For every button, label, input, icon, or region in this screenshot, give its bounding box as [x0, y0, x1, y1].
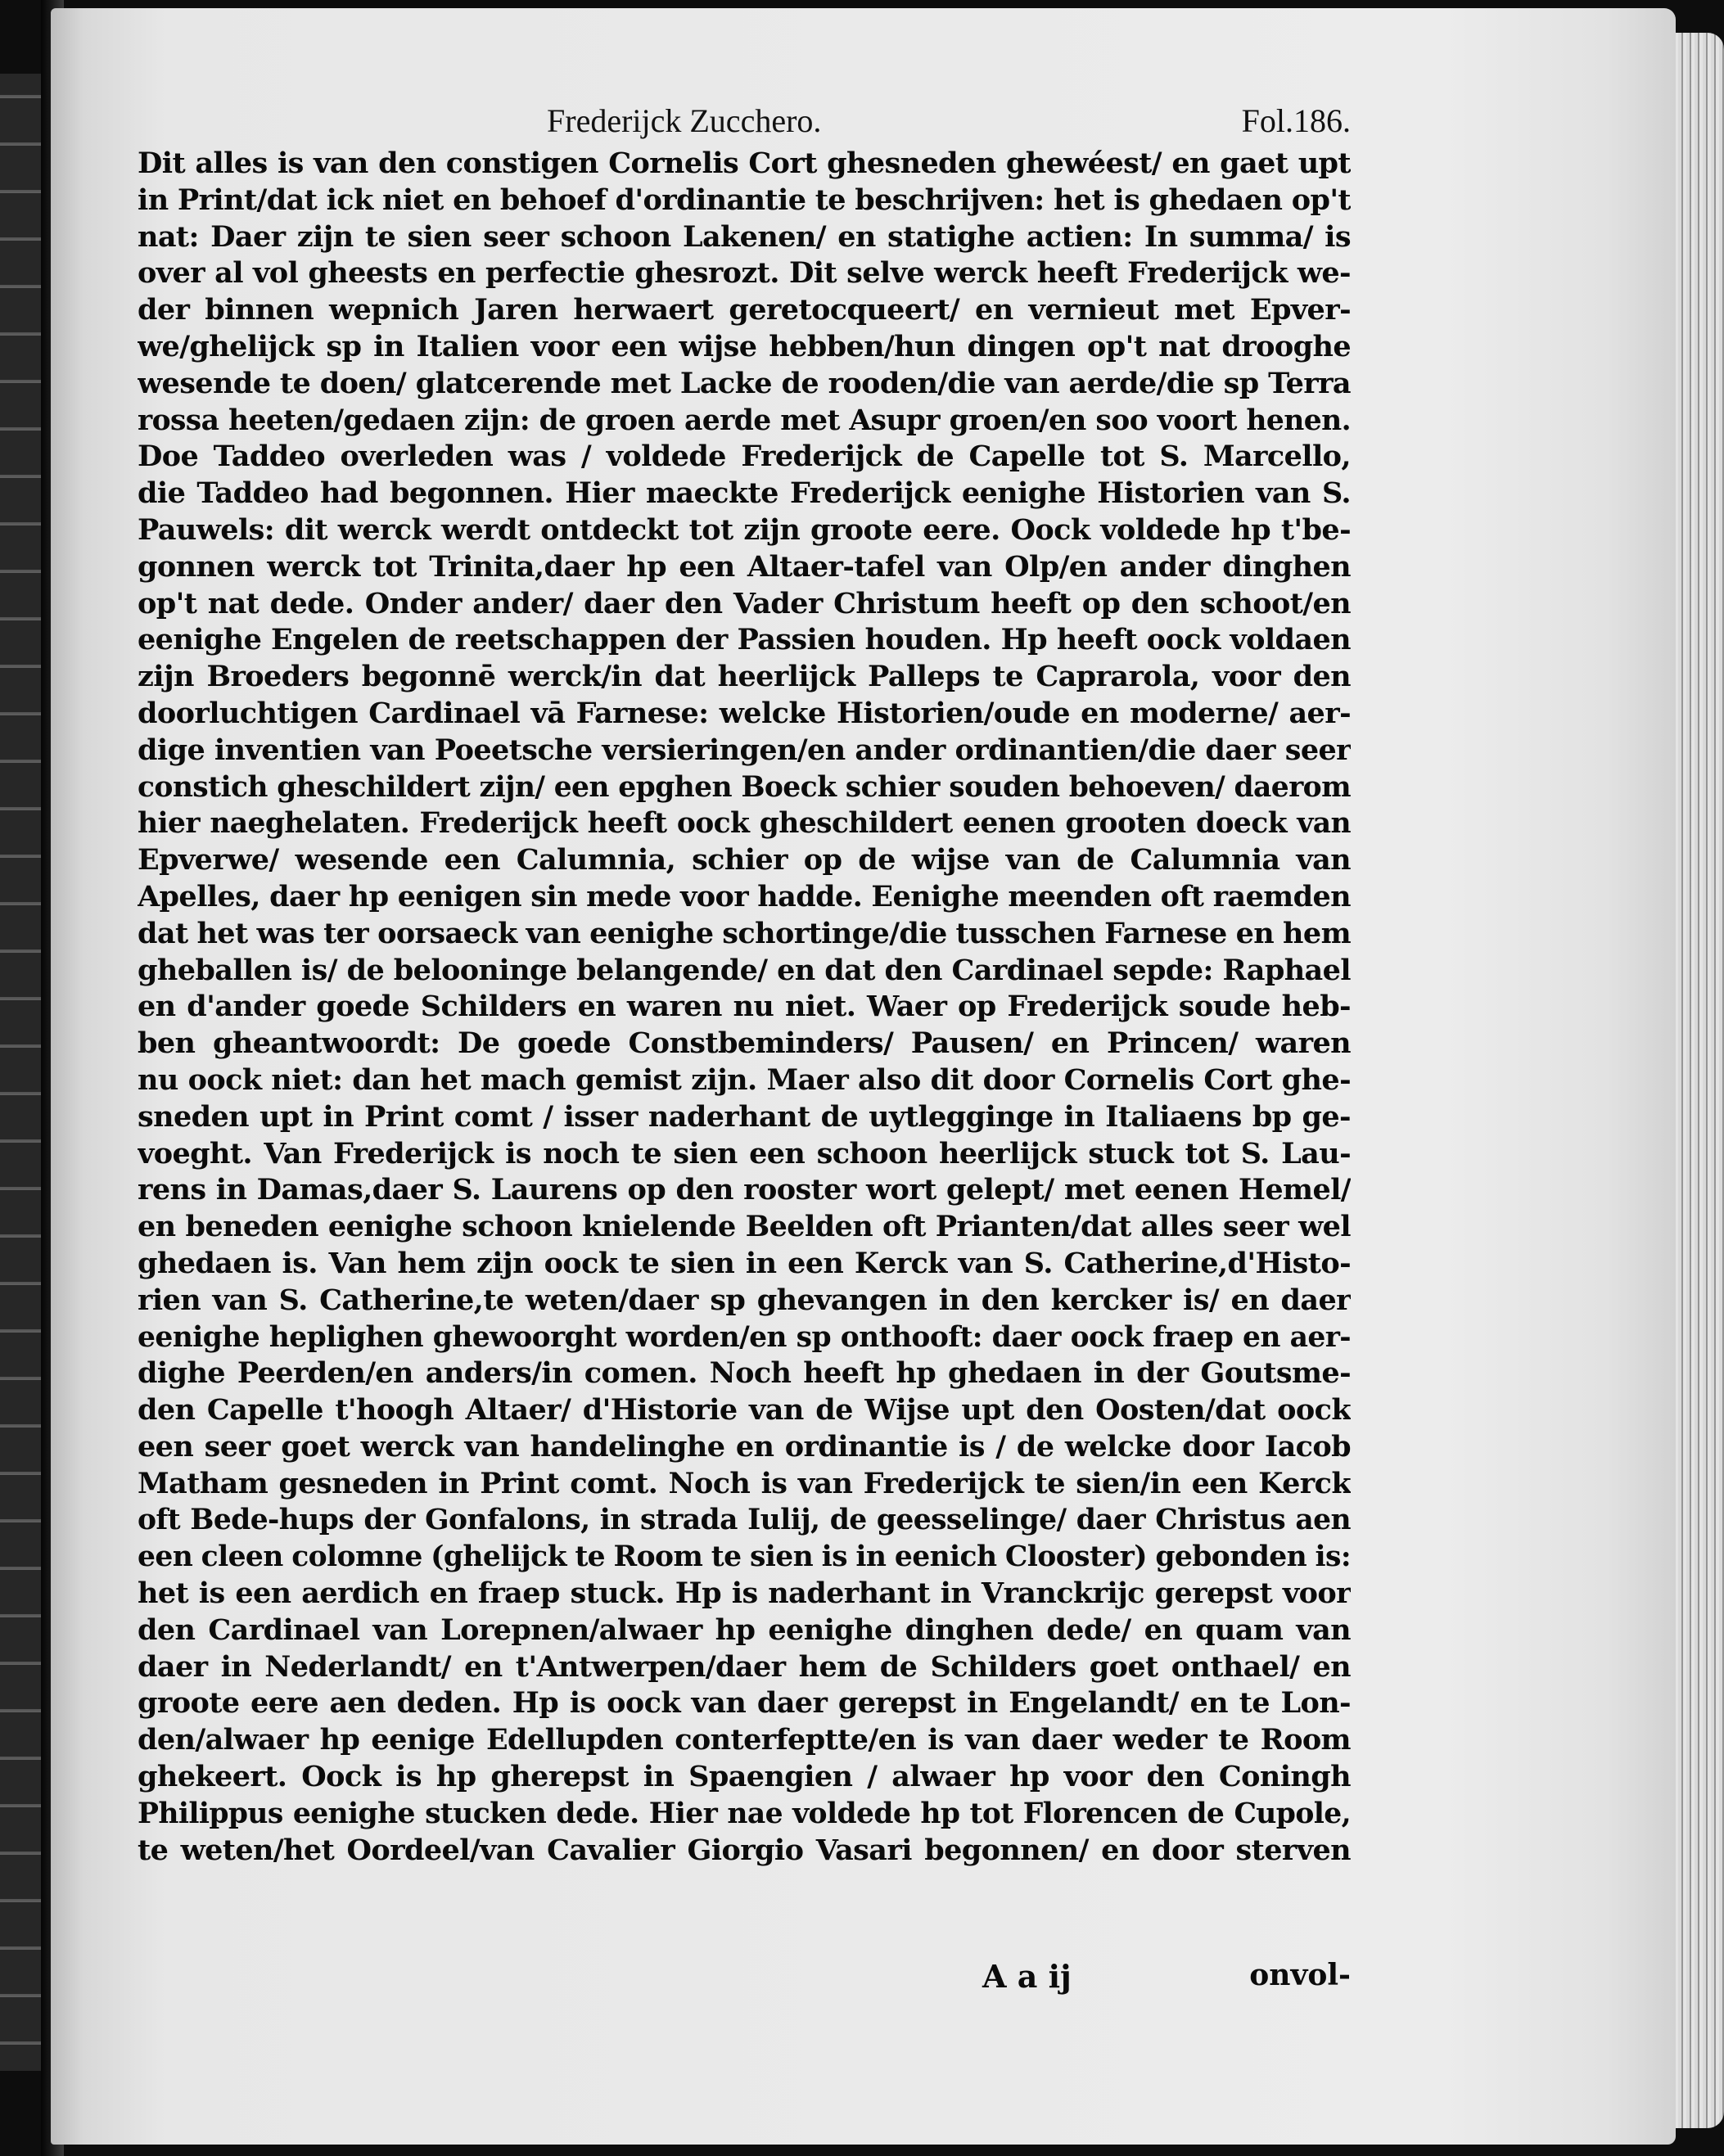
text-line: doorluchtigen Cardinael vā Farnese: welcke Historien/oude en moderne/ aer- [138, 696, 1351, 730]
running-title: Frederijck Zucchero. [547, 102, 822, 139]
text-line: oft Bede-hups der Gonfalons, in strada Iulij, de geesselinge/ daer Christus aen [138, 1504, 1351, 1537]
text-line: en d'ander goede Schilders en waren nu niet. Waer op Frederijck soude heb- [138, 990, 1351, 1024]
text-line: ben gheantwoordt: De goede Constbeminders/ Pausen/ en Princen/ waren [138, 1026, 1351, 1061]
text-line: nu oock niet: dan het mach gemist zijn. Maer also dit door Cornelis Cort ghe- [138, 1062, 1351, 1097]
text-line: een seer goet werck van handelinghe en ordinantie is / de welcke door Iacob [138, 1429, 1351, 1464]
page-stack-edge [1670, 33, 1724, 2128]
text-line: wesende te doen/ glatcerende met Lacke de rooden/die van aerde/die sp Terra [138, 366, 1351, 400]
text-line: sneden upt in Print comt / isser naderhant de uytlegginge in Italiaens bp ge- [138, 1099, 1351, 1134]
text-line: den/alwaer hp eenige Edellupden conterfeptte/en is van daer weder te Room [138, 1723, 1351, 1757]
text-line: op't nat dede. Onder ander/ daer den Vader Christum heeft op den schoot/en [138, 586, 1351, 620]
text-line: Dit alles is van den constigen Cornelis Cort ghesneden ghewéest/ en gaet upt [138, 147, 1351, 180]
text-line: groote eere aen deden. Hp is oock van daer gerepst in Engelandt/ en te Lon- [138, 1686, 1351, 1721]
text-line: Apelles, daer hp eenigen sin mede voor hadde. Eenighe meenden oft raemden [138, 879, 1351, 913]
text-line: daer in Nederlandt/ en t'Antwerpen/daer hem de Schilders goet onthael/ en [138, 1649, 1351, 1684]
text-line: Epverwe/ wesende een Calumnia, schier op de wijse van de Calumnia van [138, 843, 1351, 877]
folio-number: Fol.186. [1241, 102, 1351, 139]
text-line: zijn Broeders begonnē werck/in dat heerlijck Palleps te Caprarola, voor den [138, 660, 1351, 694]
text-line: in Print/dat ick niet en behoef d'ordinantie te beschrijven: het is ghedaen op't [138, 183, 1351, 217]
catchword: onvol- [1249, 1958, 1351, 1992]
text-line: rossa heeten/gedaen zijn: de groen aerde met Asupr groen/en soo voort henen. [138, 404, 1351, 437]
text-line: hier naeghelaten. Frederijck heeft oock gheschildert eenen grooten doeck van [138, 807, 1351, 841]
text-line: rens in Damas,daer S. Laurens op den rooster wort gelept/ met eenen Hemel/ [138, 1173, 1351, 1207]
text-line: ghedaen is. Van hem zijn oock te sien in een Kerck van S. Catherine,d'Histo- [138, 1246, 1351, 1280]
text-line: constich gheschildert zijn/ een epghen Boeck schier souden behoeven/ daerom [138, 770, 1351, 804]
body-text [138, 146, 1351, 1869]
text-line: dige inventien van Poeetsche versieringen/en ander ordinantien/die daer seer [138, 733, 1351, 767]
text-line: het is een aerdich en fraep stuck. Hp is naderhant in Vranckrijc gerepst voor [138, 1576, 1351, 1611]
text-line: rien van S. Catherine,te weten/daer sp ghevangen in den kercker is/ en daer [138, 1283, 1351, 1317]
text-line: Doe Taddeo overleden was / voldede Frederijck de Capelle tot S. Marcello, [138, 440, 1351, 474]
text-line: den Capelle t'hoogh Altaer/ d'Historie van de Wijse upt den Oosten/dat oock [138, 1393, 1351, 1428]
text-line: Pauwels: dit werck werdt ontdeckt tot zijn groote eere. Oock voldede hp t'be- [138, 512, 1351, 547]
text-line: Matham gesneden in Print comt. Noch is van Frederijck te sien/in een Kerck [138, 1466, 1351, 1500]
text-line: den Cardinael van Lorepnen/alwaer hp eenighe dinghen dede/ en quam van [138, 1612, 1351, 1647]
text-line: we/ghelijck sp in Italien voor een wijse hebben/hun dingen op't nat drooghe [138, 329, 1351, 363]
text-line: die Taddeo had begonnen. Hier maeckte Frederijck eenighe Historien van S. [138, 476, 1351, 511]
text-line: eenighe Engelen de reetschappen der Passien houden. Hp heeft oock voldaen [138, 623, 1351, 657]
text-line: Philippus eenighe stucken dede. Hier nae voldede hp tot Florencen de Cupole, [138, 1797, 1351, 1830]
text-line: over al vol gheests en perfectie ghesrozt. Dit selve werck heeft Frederijck we- [138, 256, 1351, 291]
text-line: gonnen werck tot Trinita,daer hp een Altaer-tafel van Olp/en ander dinghen [138, 549, 1351, 584]
text-line: voeght. Van Frederijck is noch te sien een schoon heerlijck stuck tot S. Lau- [138, 1136, 1351, 1170]
text-line: nat: Daer zijn te sien seer schoon Lakenen/ en statighe actien: In summa/ is [138, 219, 1351, 254]
text-line: en beneden eenighe schoon knielende Beelden oft Prianten/dat alles seer wel [138, 1210, 1351, 1244]
page-footer [139, 1958, 1351, 1999]
text-line: ghekeert. Oock is hp gherepst in Spaengien / alwaer hp voor den Coningh [138, 1760, 1351, 1794]
signature-mark: A a ij [982, 1958, 1072, 1995]
text-line: dighe Peerden/en anders/in comen. Noch heeft hp ghedaen in der Goutsme- [138, 1356, 1351, 1391]
text-line: te weten/het Oordeel/van Cavalier Giorgio Vasari begonnen/ en door sterven [138, 1833, 1351, 1867]
text-line: eenighe heplighen ghewoorght worden/en sp onthooft: daer oock fraep en aer- [138, 1320, 1351, 1354]
page-header [139, 101, 1351, 147]
text-line: een cleen colomne (ghelijck te Room te sien is in eenich Clooster) gebonden is: [138, 1540, 1351, 1574]
text-line: dat het was ter oorsaeck van eenighe schortinge/die tusschen Farnese en hem [138, 916, 1351, 950]
text-line: der binnen wepnich Jaren herwaert geretocqueert/ en vernieut met Epver- [138, 293, 1351, 327]
text-line: gheballen is/ de belooninge belangende/ en dat den Cardinael sepde: Raphael [138, 953, 1351, 987]
